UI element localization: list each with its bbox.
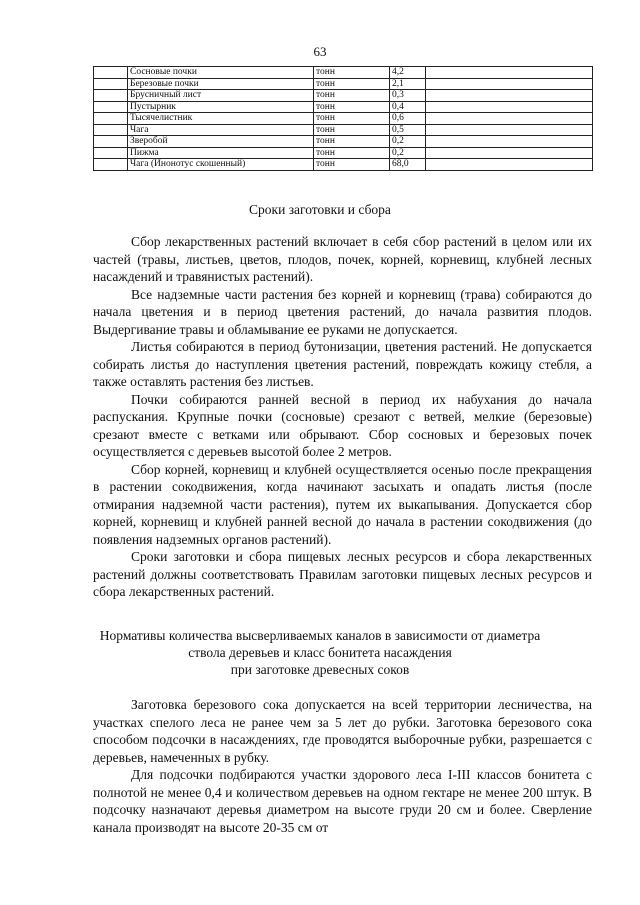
product-name: Сосновые почки xyxy=(128,67,314,79)
table-row xyxy=(94,136,593,148)
empty-cell xyxy=(94,136,128,148)
product-unit: тонн xyxy=(314,101,390,113)
paragraph: Сбор корней, корневищ и клубней осуществляется осенью после прекращения в растении сокодвижения, когда начинают засыхать и опадать листья (после отмирания надземной части растения), путем их выкапывания. Допускается сбор корней, корневищ и клубней ранней весной до начала в растении сокодвижения (до появления надземных органов растений). xyxy=(93,461,592,547)
product-value: 0,2 xyxy=(390,136,426,148)
product-value: 0,6 xyxy=(390,113,426,125)
page-number: 63 xyxy=(313,44,327,59)
empty-cell xyxy=(426,159,593,171)
empty-cell xyxy=(426,124,593,136)
product-name: Чага xyxy=(128,124,314,136)
empty-cell xyxy=(426,101,593,113)
product-name: Пижма xyxy=(128,147,314,159)
product-unit: тонн xyxy=(314,78,390,90)
product-unit: тонн xyxy=(314,113,390,125)
empty-cell xyxy=(94,159,128,171)
paragraph: Сбор лекарственных растений включает в себя сбор растений в целом или их частей (травы, листьев, цветов, плодов, почек, корней, корневищ, клубней лесных насаждений и травянистых растений). xyxy=(93,234,592,284)
table-row xyxy=(94,90,593,102)
empty-cell xyxy=(426,136,593,148)
section-harvest-terms-body xyxy=(93,233,592,601)
product-name: Березовые почки xyxy=(128,78,314,90)
product-unit: тонн xyxy=(314,159,390,171)
product-value: 0,4 xyxy=(390,101,426,113)
table-row xyxy=(94,67,593,79)
empty-cell xyxy=(426,67,593,79)
empty-cell xyxy=(94,101,128,113)
empty-cell xyxy=(426,113,593,125)
product-unit: тонн xyxy=(314,90,390,102)
empty-cell xyxy=(426,147,593,159)
product-value: 2,1 xyxy=(390,78,426,90)
product-unit: тонн xyxy=(314,136,390,148)
table-row xyxy=(94,159,593,171)
empty-cell xyxy=(94,147,128,159)
paragraph: Листья собираются в период бутонизации, цветения растений. Не допускается собирать листья до наступления цветения растений, повреждать кожицу стебля, а также оставлять растения без листьев. xyxy=(93,339,592,389)
paragraph: Заготовка березового сока допускается на всей территории лесничества, на участках спелого леса не ранее чем за 5 лет до рубки. Заготовка березового сока способом подсочки в насаждениях, где проводятся выборочные рубки, разрешается с деревьев, намеченных в рубку. xyxy=(93,697,592,765)
empty-cell xyxy=(426,78,593,90)
paragraph: Сроки заготовки и сбора пищевых лесных ресурсов и сбора лекарственных растений должны соответствовать Правилам заготовки пищевых лесных ресурсов и сбора лекарственных растений. xyxy=(93,549,592,599)
section-title-sap-norms xyxy=(0,627,640,678)
table-row xyxy=(94,113,593,125)
product-unit: тонн xyxy=(314,67,390,79)
product-unit: тонн xyxy=(314,147,390,159)
product-value: 0,5 xyxy=(390,124,426,136)
product-value: 68,0 xyxy=(390,159,426,171)
empty-cell xyxy=(94,67,128,79)
product-name: Пустырник xyxy=(128,101,314,113)
product-name: Тысячелистник xyxy=(128,113,314,125)
product-value: 0,3 xyxy=(390,90,426,102)
product-name: Чага (Инонотус скошенный) xyxy=(128,159,314,171)
table-row xyxy=(94,78,593,90)
product-unit: тонн xyxy=(314,124,390,136)
product-value: 0,2 xyxy=(390,147,426,159)
product-value: 4,2 xyxy=(390,67,426,79)
paragraph: Почки собираются ранней весной в период их набухания до начала распускания. Крупные почки (сосновые) срезают с ветвей, мелкие (березовые) срезают вместе с ветками или обрывают. Сбор сосновых и березовых почек осуществляется с деревьев высотой более 2 метров. xyxy=(93,391,592,459)
paragraph: Для подсочки подбираются участки здорового леса I-III классов бонитета с полнотой не менее 0,4 и количеством деревьев на одном гектаре не менее 200 штук. В подсочку назначают деревья диаметром на высоте груди 20 см и более. Сверление канала производят на высоте 20-35 см от xyxy=(93,767,592,835)
section-title-harvest-terms: Сроки заготовки и сбора xyxy=(249,202,391,217)
empty-cell xyxy=(426,90,593,102)
title-line: Нормативы количества высверливаемых каналов в зависимости от диаметра xyxy=(99,628,541,643)
title-line: при заготовке древесных соков xyxy=(230,662,410,677)
empty-cell xyxy=(94,124,128,136)
empty-cell xyxy=(94,90,128,102)
product-name: Брусничный лист xyxy=(128,90,314,102)
paragraph: Все надземные части растения без корней и корневищ (трава) собираются до начала цветения и в период цветения растений, до начала развития плодов. Выдергивание травы и обламывание ее руками не допускается. xyxy=(93,286,592,337)
table-row xyxy=(94,124,593,136)
product-name: Зверобой xyxy=(128,136,314,148)
table-row xyxy=(94,147,593,159)
products-table xyxy=(93,66,593,171)
empty-cell xyxy=(94,78,128,90)
title-line: ствола деревьев и класс бонитета насаждения xyxy=(188,645,452,660)
section-sap-norms-body xyxy=(93,696,592,836)
table-row xyxy=(94,101,593,113)
empty-cell xyxy=(94,113,128,125)
